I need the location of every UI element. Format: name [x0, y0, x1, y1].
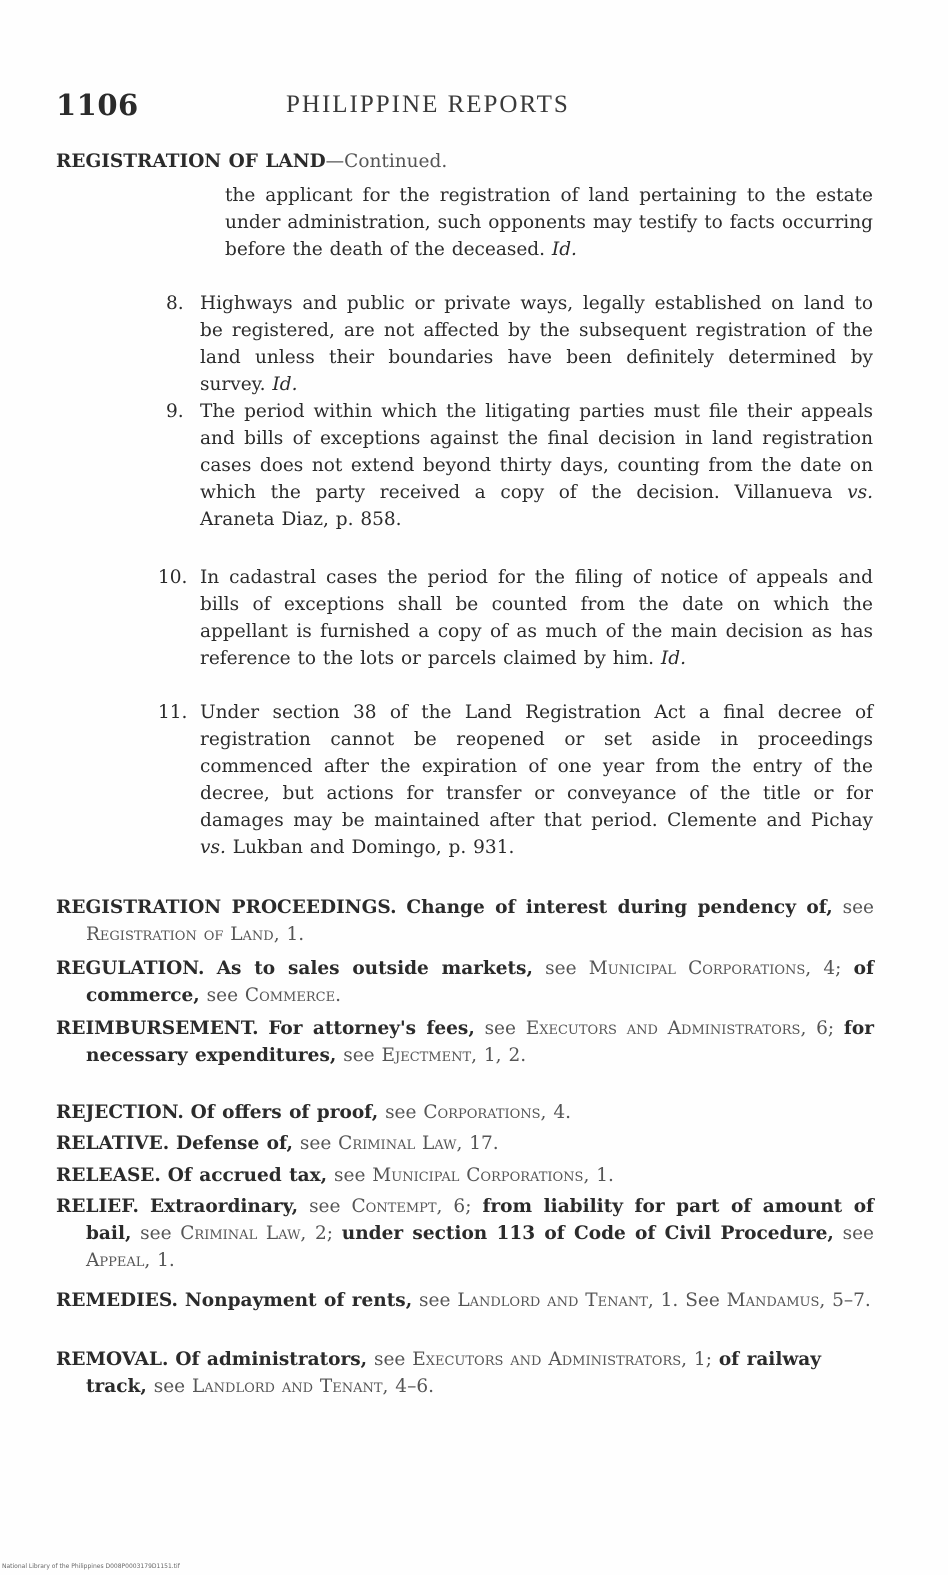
entry-term: RELIEF.: [56, 1196, 139, 1217]
cite-party-a: Villanueva: [734, 482, 833, 503]
entry-subject: Of offers of proof,: [190, 1102, 379, 1123]
entry-term: REGISTRATION PROCEEDINGS.: [56, 897, 397, 918]
entry-subject: As to sales outside markets,: [216, 958, 533, 979]
cross-reference: Ejectment, 1, 2.: [381, 1045, 527, 1066]
cross-reference: Corporations, 4.: [423, 1102, 571, 1123]
entry-remedies: [56, 1287, 874, 1314]
cite-party-b: Araneta Diaz, p. 858.: [200, 509, 402, 530]
entry-release: [56, 1162, 874, 1189]
cross-reference: Registration of Land, 1.: [86, 924, 305, 945]
cross-reference: Executors and Administrators, 6;: [525, 1018, 835, 1039]
see-label: see: [153, 1376, 186, 1397]
cite-party-a: Clemente and Pichay: [667, 810, 873, 831]
see-label: see: [385, 1102, 417, 1123]
item-number: 9.: [166, 401, 184, 422]
entry-relative: [56, 1130, 874, 1157]
item-cite: Id.: [272, 374, 298, 395]
entry-reimbursement: [56, 1015, 874, 1069]
entry-subject: Extraordinary,: [149, 1196, 299, 1217]
see-label: see: [545, 958, 577, 979]
see-label: see: [309, 1196, 341, 1217]
item-number: 11.: [158, 702, 188, 723]
see-label: see: [419, 1290, 451, 1311]
entry-term: REGULATION.: [56, 958, 205, 979]
heading-continued: —Continued.: [325, 151, 448, 172]
page-number: 1106: [56, 88, 139, 122]
item-number: 8.: [166, 293, 184, 314]
heading-term: REGISTRATION OF LAND: [56, 151, 326, 172]
see-label: see: [140, 1223, 172, 1244]
entry-term: REMOVAL.: [56, 1349, 169, 1370]
section-heading: [56, 148, 886, 175]
entry-subject: from liability for part of amount of bail,: [86, 1196, 875, 1244]
entry-rejection: [56, 1099, 874, 1126]
see-label: see: [484, 1018, 516, 1039]
item-text: The period within which the litigating parties must file their appeals and bills of exceptions against the final decision in land registration cases does not extend beyond thirty days, counting from the date on which the party received a copy of the decision.: [200, 401, 873, 503]
list-item-10: [158, 564, 873, 672]
list-item-8: [166, 290, 873, 398]
entry-subject: of commerce,: [86, 958, 874, 1006]
cross-reference: Executors and Administrators, 1;: [412, 1349, 712, 1370]
list-item-11: [158, 699, 873, 861]
cite-party-b: Lukban and Domingo, p. 931.: [232, 837, 515, 858]
cross-reference: Appeal, 1.: [86, 1250, 175, 1271]
see-label: see: [334, 1165, 366, 1186]
entry-subject: under section 113 of Code of Civil Procedure,: [341, 1223, 834, 1244]
item-text: Under section 38 of the Land Registration Act a final decree of registration cannot be reopened or set aside in proceedings commenced after the expiration of one year from the entry of the decree, but actions for transfer or conveyance of the title or for damages may be maintained after that period.: [200, 702, 873, 831]
item-cite: Id.: [551, 239, 577, 260]
entry-removal: [56, 1346, 874, 1400]
cross-reference: Criminal Law, 2;: [180, 1223, 334, 1244]
entry-regulation: [56, 955, 874, 1009]
cross-reference: Contempt, 6;: [351, 1196, 472, 1217]
running-head: PHILIPPINE REPORTS: [286, 91, 570, 118]
item-text: In cadastral cases the period for the filing of notice of appeals and bills of exceptions shall be counted from the date on which the appellant is furnished a copy of as much of the main decision as has reference to the lots or parcels claimed by him.: [200, 567, 873, 669]
continued-item: [225, 182, 873, 263]
item-number: 10.: [158, 567, 188, 588]
list-item-9: [166, 398, 873, 533]
entry-subject: Defense of,: [176, 1133, 293, 1154]
entry-term: REJECTION.: [56, 1102, 184, 1123]
entry-registration-proceedings: [56, 894, 874, 948]
cross-reference: Commerce.: [244, 985, 341, 1006]
entry-subject: Of accrued tax,: [167, 1165, 328, 1186]
entry-subject: Of administrators,: [175, 1349, 368, 1370]
cite-vs: vs.: [847, 482, 873, 503]
entry-term: RELATIVE.: [56, 1133, 170, 1154]
see-label: see: [299, 1133, 332, 1154]
entry-subject: For attorney's fees,: [268, 1018, 475, 1039]
item-text: Highways and public or private ways, legally established on land to be registered, are not affected by the subsequent registration of the land unless their boundaries have been definitely determined by survey.: [200, 293, 873, 395]
item-text: the applicant for the registration of land pertaining to the estate under administration, such opponents may testify to facts occurring before the death of the deceased.: [225, 185, 873, 260]
entry-relief: [56, 1193, 875, 1274]
cross-reference: Criminal Law, 17.: [338, 1133, 499, 1154]
see-label: see: [373, 1349, 406, 1370]
entry-subject: of railway track,: [86, 1349, 822, 1397]
see-also-label: See: [685, 1290, 720, 1311]
cross-reference: Mandamus, 5–7.: [726, 1290, 871, 1311]
entry-term: REIMBURSEMENT.: [56, 1018, 259, 1039]
cite-vs: vs.: [200, 837, 226, 858]
entry-subject: for necessary expenditures,: [86, 1018, 874, 1066]
item-cite: Id.: [660, 648, 686, 669]
entry-subject: Change of interest during pendency of,: [406, 897, 833, 918]
see-label: see: [842, 897, 874, 918]
see-label: see: [343, 1045, 375, 1066]
see-label: see: [206, 985, 239, 1006]
cross-reference: Municipal Corporations, 1.: [372, 1165, 614, 1186]
entry-term: REMEDIES.: [56, 1290, 178, 1311]
entry-term: RELEASE.: [56, 1165, 161, 1186]
cross-reference: Municipal Corporations, 4;: [588, 958, 842, 979]
scan-footer: National Library of the Philippines D008P0003179D1151.tif: [2, 1563, 180, 1570]
cross-reference: Landlord and Tenant, 1.: [457, 1290, 679, 1311]
cross-reference: Landlord and Tenant, 4–6.: [191, 1376, 434, 1397]
entry-subject: Nonpayment of rents,: [184, 1290, 413, 1311]
see-label: see: [842, 1223, 874, 1244]
